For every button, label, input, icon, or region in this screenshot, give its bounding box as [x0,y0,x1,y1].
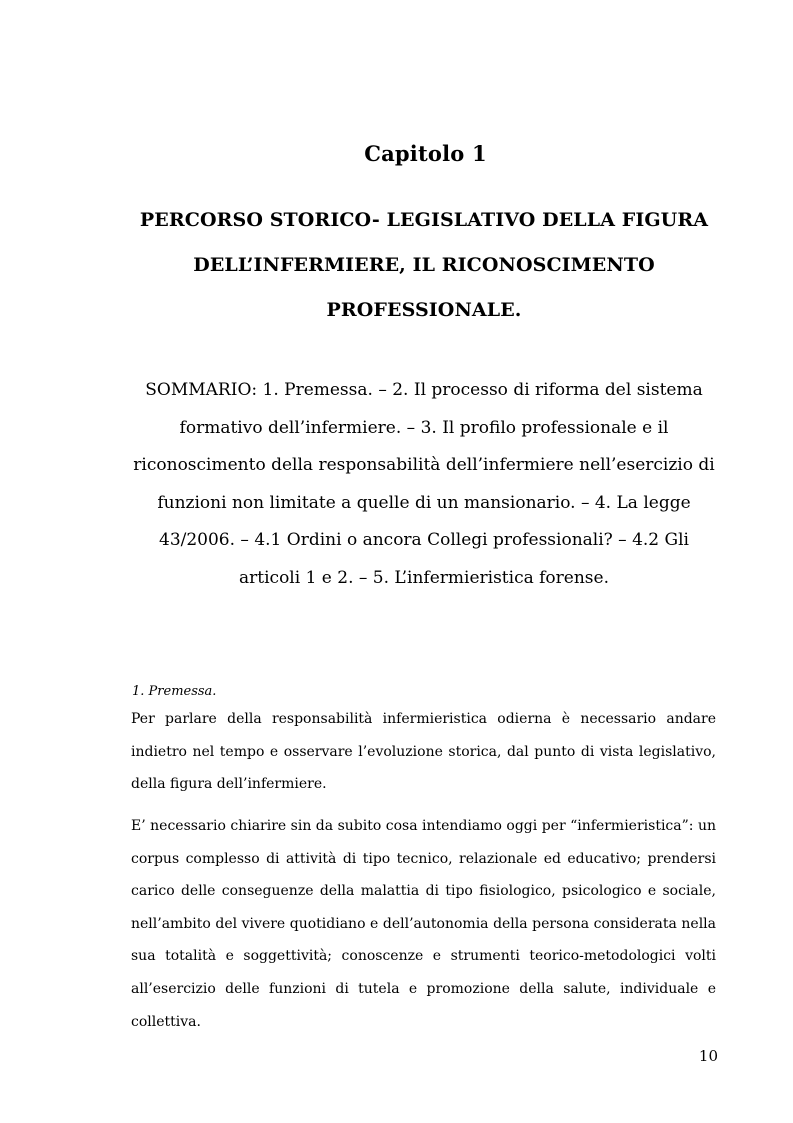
page-number: 10 [698,1047,718,1065]
body-paragraph: E’ necessario chiarire sin da subito cosa intendiamo oggi per “infermieristica”: un corpus complesso di attività di tipo tecnico, relazionale ed educativo; prendersi carico delle conseguenze della malattia di tipo fisiologico, psicologico e sociale, nell’ambito del vivere quotidiano e dell’autonomia della persona considerata nella sua totalità e soggettività; conoscenze e strumenti teorico-metodologici volti all’esercizio delle funzioni di tutela e promozione della salute, individuale e collettiva. [131,818,716,1030]
chapter-label: Capitolo 1 [364,141,487,166]
chapter-title: PERCORSO STORICO- LEGISLATIVO DELLA FIGURA DELL’INFERMIERE, IL RICONOSCIMENTO PROFESSIONALE. [139,209,709,321]
body-paragraph: Per parlare della responsabilità infermieristica odierna è necessario andare indietro nel tempo e osservare l’evoluzione storica, dal punto di vista legislativo, della figura dell’infermiere. [131,711,716,793]
section-heading: 1. Premessa. [132,684,217,699]
chapter-summary: SOMMARIO: 1. Premessa. – 2. Il processo di riforma del sistema formativo dell’infermiere. – 3. Il profilo professionale e il riconoscimento della responsabilità dell’infermiere nell’esercizio di funzioni non limitate a quelle di un mansionario. – 4. La legge 43/2006. – 4.1 Ordini o ancora Collegi professionali? – 4.2 Gli articoli 1 e 2. – 5. L’infermieristica forense. [133,380,715,588]
